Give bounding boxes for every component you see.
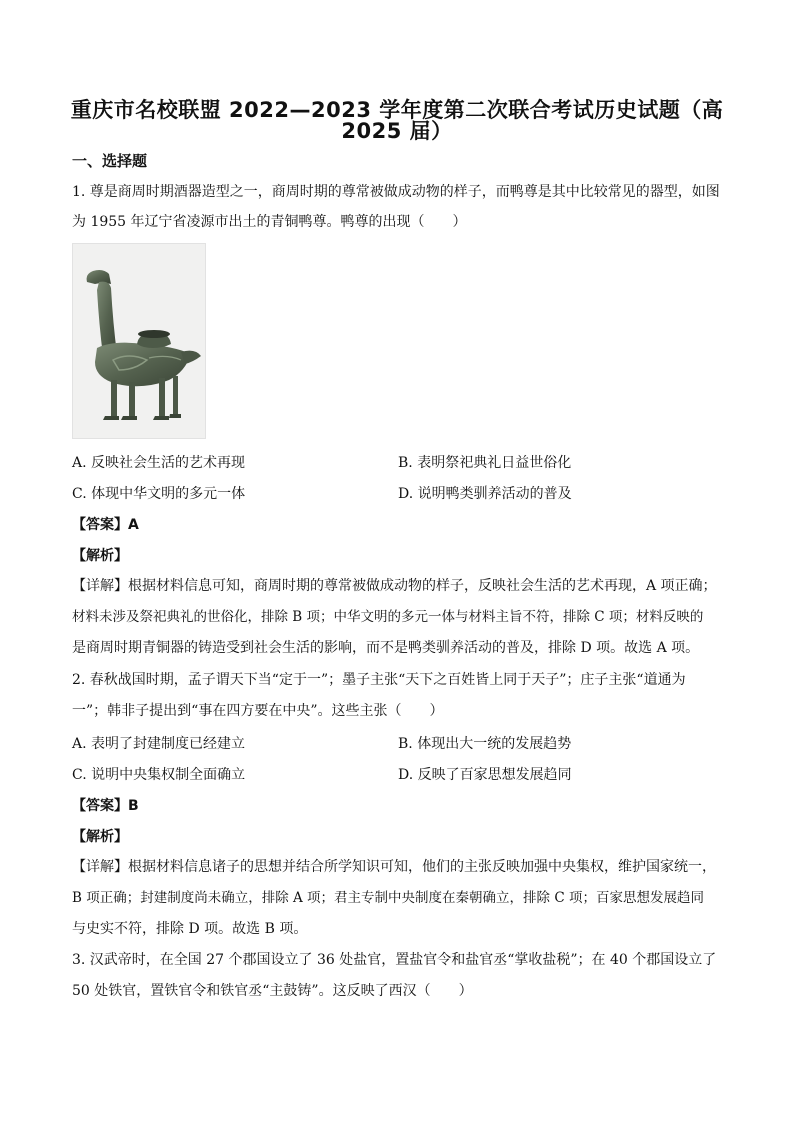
q2-detail-line3: 与史实不符，排除 D 项。故选 B 项。	[72, 921, 308, 937]
q1-answer: 【答案】A	[72, 517, 139, 533]
q2-answer: 【答案】B	[72, 798, 139, 814]
q1-option-c: C. 体现中华文明的多元一体	[72, 486, 246, 502]
q2-option-c: C. 说明中央集权制全面确立	[72, 767, 246, 783]
q2-stem-line1: 2. 春秋战国时期，孟子谓天下当“定于一”；墨子主张“天下之百姓皆上同于天子”；庄子主张“道通为	[72, 672, 686, 688]
bronze-duck-zun-image	[72, 243, 206, 439]
q2-detail-line1: 【详解】根据材料信息诸子的思想并结合所学知识可知，他们的主张反映加强中央集权，维护国家统一，	[72, 859, 716, 875]
q1-analysis-label: 【解析】	[72, 548, 128, 564]
q2-option-d: D. 反映了百家思想发展趋同	[398, 767, 572, 783]
q1-detail-line2: 材料未涉及祭祀典礼的世俗化，排除 B 项；中华文明的多元一体与材料主旨不符，排除 C 项；材料反映的	[72, 609, 704, 625]
q2-analysis-label: 【解析】	[72, 829, 128, 845]
q1-stem-line2: 为 1955 年辽宁省凌源市出土的青铜鸭尊。鸭尊的出现（ ）	[72, 214, 467, 230]
document-title-line1: 重庆市名校联盟 2022—2023 学年度第二次联合考试历史试题（高	[70, 98, 724, 122]
q3-stem-line1: 3. 汉武帝时，在全国 27 个郡国设立了 36 处盐官，置盐官令和盐官丞“掌收盐税”；在 40 个郡国设立了	[72, 952, 717, 968]
q1-option-b: B. 表明祭祀典礼日益世俗化	[398, 455, 572, 471]
q1-option-a: A. 反映社会生活的艺术再现	[72, 455, 246, 471]
q1-detail-line1: 【详解】根据材料信息可知，商周时期的尊常被做成动物的样子，反映社会生活的艺术再现，A 项正确；	[72, 578, 717, 594]
q2-detail-line2: B 项正确；封建制度尚未确立，排除 A 项；君主专制中央制度在秦朝确立，排除 C 项；百家思想发展趋同	[72, 890, 704, 906]
q2-stem-line2: 一”；韩非子提出到“事在四方要在中央”。这些主张（ ）	[72, 703, 444, 719]
document-title-line2	[60, 115, 734, 145]
q1-stem-line1: 1. 尊是商周时期酒器造型之一，商周时期的尊常被做成动物的样子，而鸭尊是其中比较常见的器型，如图	[72, 184, 720, 200]
q1-option-d: D. 说明鸭类驯养活动的普及	[398, 486, 572, 502]
q2-option-b: B. 体现出大一统的发展趋势	[398, 736, 572, 752]
section-heading: 一、选择题	[72, 152, 148, 170]
q2-option-a: A. 表明了封建制度已经建立	[72, 736, 246, 752]
q1-detail-line3: 是商周时期青铜器的铸造受到社会生活的影响，而不是鸭类驯养活动的普及，排除 D 项。故选 A 项。	[72, 640, 700, 656]
document-title-line2-text: 2025 届）	[341, 119, 453, 143]
bronze-duck-zun-icon	[73, 244, 205, 438]
q3-stem-line2: 50 处铁官，置铁官令和铁官丞“主鼓铸”。这反映了西汉（ ）	[72, 983, 473, 999]
